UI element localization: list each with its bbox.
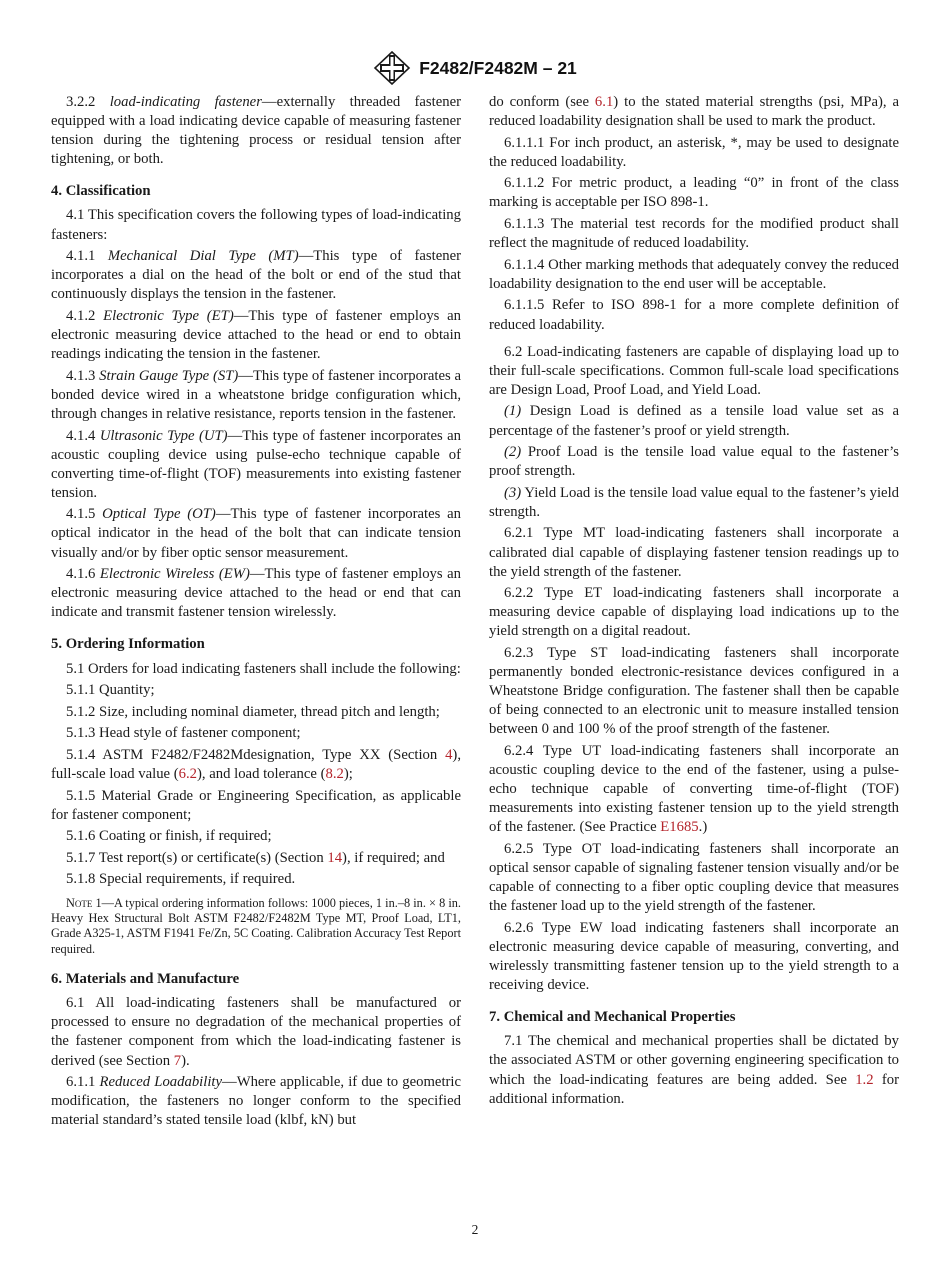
paragraph-4-1-2: 4.1.2 Electronic Type (ET)—This type of fastener employs an electronic measuring device attached to the head or end to obtain readings indicating the tension in the fastener.: [51, 307, 462, 363]
paragraph-6-2-1: 6.2.1 Type MT load-indicating fasteners shall incorporate a calibrated dial capable of displaying fastener tension readings up to the yield strength of the fastener.: [489, 525, 899, 580]
left-column: [51, 93, 461, 1133]
note-1: Note 1—A typical ordering information follows: 1000 pieces, 1 in.–8 in. × 8 in. Heavy Hex Structural Bolt ASTM F2482/F2482M Type MT, Proof Load, LT1, Grade A325-1, ASTM F1941 Fe/Zn, 5C Coating. Calibration Accuracy Test Report required.: [51, 895, 461, 956]
paragraph-4-1-3: 4.1.3 Strain Gauge Type (ST)—This type of fastener incorporates a bonded device wired in a wheatstone bridge configuration which, through changes in relative resistance, reports tension in the fastener.: [51, 367, 461, 422]
right-column: [489, 93, 899, 1111]
paragraph-6-1-1-continued: do conform (see 6.1) to the stated material strengths (psi, MPa), a reduced loadability designation shall be used to mark the product.: [489, 94, 900, 130]
section-1-2-link[interactable]: 1.2: [855, 1071, 874, 1088]
paragraph-5-1-4: 5.1.4 ASTM F2482/F2482Mdesignation, Type XX (Section 4), full-scale load value (6.2), and load tolerance (8.2);: [51, 746, 461, 782]
paragraph-6-1-1-5: 6.1.1.5 Refer to ISO 898-1 for a more complete definition of reduced loadability.: [489, 297, 899, 333]
paragraph-6-1-1-1: 6.1.1.1 For inch product, an asterisk, *, may be used to designate the reduced loadability.: [489, 134, 899, 170]
page-number: 2: [471, 1222, 479, 1237]
paragraph-6-1-1: 6.1.1 Reduced Loadability—Where applicable, if due to geometric modification, the fasteners no longer conform to the specified material standard’s stated tensile load (klbf, kN) but: [51, 1074, 462, 1129]
paragraph-6-2-3: 6.2.3 Type ST load-indicating fasteners shall incorporate permanently bonded electronic-resistance devices configured in a Wheatstone Bridge configuration. The fastener shall then be capable of being connected to an electronic unit to measure installed tension between 0 and 100 % of the proof strength of the fastener.: [489, 645, 899, 738]
paragraph-5-1-1: 5.1.1 Quantity;: [66, 682, 155, 699]
section-heading-materials-and-manufacture: 6. Materials and Manufacture: [51, 971, 240, 988]
paragraph-6-2: 6.2 Load-indicating fasteners are capable of displaying load up to their full-scale specifications. Common full-scale load specifications are Design Load, Proof Load, and Yield Load.: [489, 343, 899, 398]
list-item-design-load: (1) Design Load is defined as a tensile load value set as a percentage of the fastener’s proof or yield strength.: [489, 403, 899, 439]
paragraph-4-1-6: 4.1.6 Electronic Wireless (EW)—This type of fastener employs an electronic measuring device attached to the head or end that can indicate and transmit fastener tension wirelessly.: [51, 566, 462, 621]
list-item-proof-load: (2) Proof Load is the tensile load value equal to the fastener’s proof strength.: [489, 444, 899, 480]
section-14-link[interactable]: 14: [327, 849, 343, 866]
paragraph-5-1-5: 5.1.5 Material Grade or Engineering Specification, as applicable for fastener component;: [51, 787, 461, 823]
section-heading-chemical-and-mechanical-properties: 7. Chemical and Mechanical Properties: [489, 1009, 736, 1026]
paragraph-6-1-1-4: 6.1.1.4 Other marking methods that adequately convey the reduced loadability designation to the end user will be acceptable.: [489, 256, 899, 292]
paragraph-6-2-2: 6.2.2 Type ET load-indicating fasteners shall incorporate a measuring device capable of displaying load indications up to the yield strength on a digital readout.: [489, 585, 899, 640]
practice-e1685-link[interactable]: E1685: [660, 819, 699, 836]
paragraph-4-1-5: 4.1.5 Optical Type (OT)—This type of fastener incorporates an optical indicator in the head of the bolt that can indicate tension visually and/or by fiber optic sensor measurement.: [51, 506, 462, 561]
section-6-2-link[interactable]: 6.2: [178, 766, 198, 782]
section-4-link[interactable]: 4: [445, 746, 453, 763]
section-heading-classification: 4. Classification: [51, 183, 151, 200]
paragraph-5-1-8: 5.1.8 Special requirements, if required.: [66, 871, 296, 888]
paragraph-5-1-3: 5.1.3 Head style of fastener component;: [66, 725, 301, 742]
section-6-1-link[interactable]: 6.1: [594, 94, 614, 110]
paragraph-5-1-2: 5.1.2 Size, including nominal diameter, thread pitch and length;: [66, 703, 440, 720]
page-header: [0, 50, 950, 86]
list-item-yield-load: (3) Yield Load is the tensile load value equal to the fastener’s yield strength.: [489, 484, 899, 520]
paragraph-4-1-4: 4.1.4 Ultrasonic Type (UT)—This type of fastener incorporates an acoustic coupling device using pulse-echo technique capable of converting time-of-flight (TOF) measurements into existing fastener tension.: [51, 427, 461, 501]
paragraph-5-1-6: 5.1.6 Coating or finish, if required;: [66, 828, 272, 845]
paragraph-6-1: 6.1 All load-indicating fasteners shall be manufactured or processed to ensure no degradation of the mechanical properties of the fastener component from which the load-indicating fastener is derived (see Section 7).: [51, 995, 461, 1069]
paragraph-6-2-4: 6.2.4 Type UT load-indicating fasteners shall incorporate an acoustic coupling device to the end of the fastener, using a pulse-echo technique capable of converting time-of-flight (TOF) measurements into existing fastener tension up to the yield strength of the fastener. (See Practice E1685.): [489, 743, 899, 836]
paragraph-6-1-1-3: 6.1.1.3 The material test records for the modified product shall reflect the magnitude of reduced loadability.: [489, 216, 899, 252]
paragraph-6-1-1-2: 6.1.1.2 For metric product, a leading “0” in front of the class marking is acceptable per ISO 898-1.: [489, 175, 899, 211]
paragraph-5-1-7: 5.1.7 Test report(s) or certificate(s) (Section 14), if required; and: [66, 849, 445, 866]
section-heading-ordering-information: 5. Ordering Information: [51, 636, 205, 653]
section-7-link[interactable]: 7: [173, 1052, 182, 1069]
paragraph-4-1-1: 4.1.1 Mechanical Dial Type (MT)—This type of fastener incorporates a dial on the head of the bolt or end of the stud that continuously displays the tension in the fastener.: [51, 248, 461, 303]
paragraph-5-1: 5.1 Orders for load indicating fasteners shall include the following:: [66, 660, 461, 677]
paragraph-4-1: 4.1 This specification covers the following types of load-indicating fasteners:: [51, 207, 461, 243]
paragraph-3-2-2: 3.2.2 load-indicating fastener—externally threaded fastener equipped with a load indicating device capable of measuring fastener tension during the tightening process or residual tension after tightening, or both.: [51, 94, 461, 168]
paragraph-7-1: 7.1 The chemical and mechanical properties shall be dictated by the associated ASTM or other governing engineering specification to which the load-indicating features are being added. See 1.2 for additional information.: [489, 1033, 899, 1107]
section-8-2-link[interactable]: 8.2: [325, 766, 344, 782]
astm-logo-icon: [373, 51, 411, 85]
document-designation: F2482/F2482M – 21: [419, 57, 577, 78]
paragraph-6-2-6: 6.2.6 Type EW load indicating fasteners shall incorporate an electronic measuring device capable of measuring, converting, and wirelessly transmitting fastener tension up to the yield strength to a receiving device.: [489, 919, 899, 994]
paragraph-6-2-5: 6.2.5 Type OT load-indicating fasteners shall incorporate an optical sensor capable of signaling fastener tension visually and/or be capable of connecting to a fiber optic coupling device that measures the fastener load up to the yield strength of the fastener.: [489, 840, 899, 915]
